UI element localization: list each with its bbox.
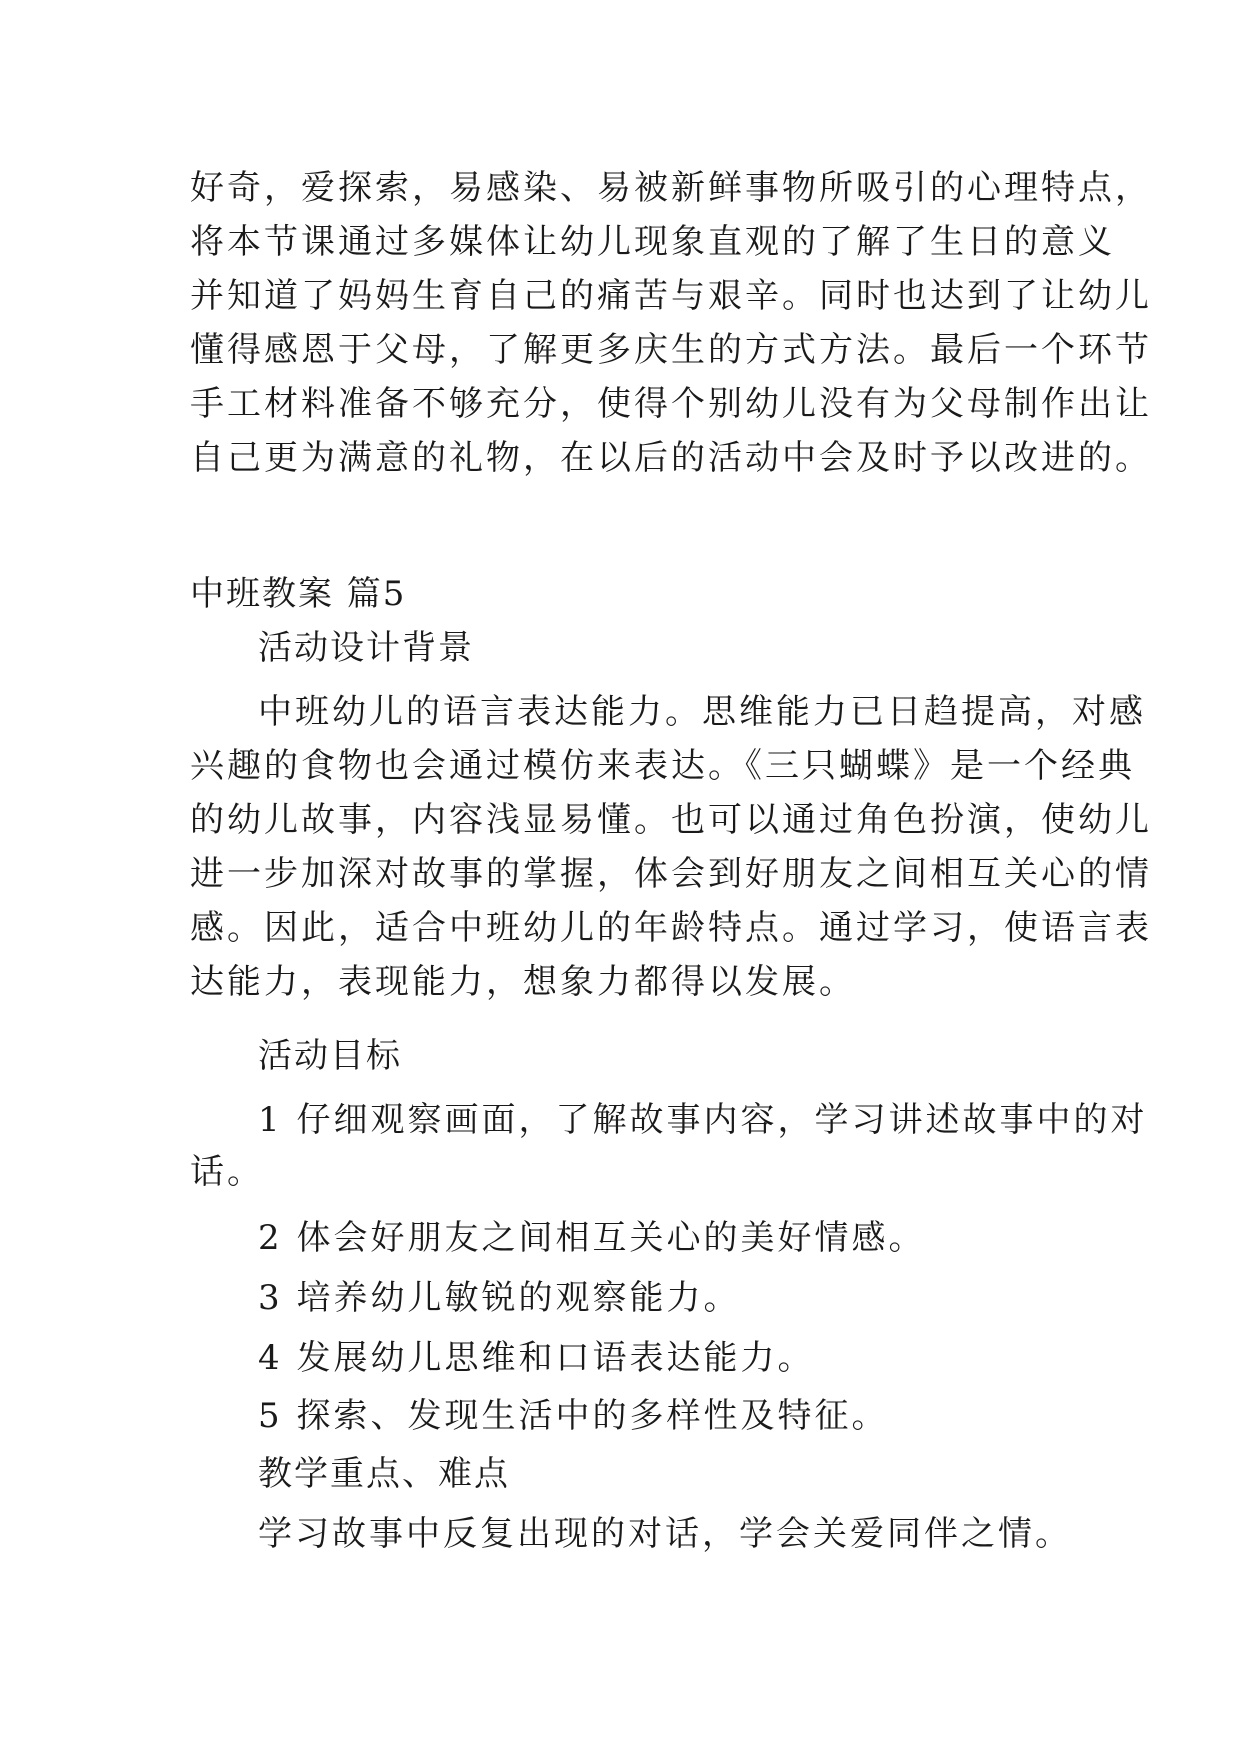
paragraph-line: 并知道了妈妈生育自己的痛苦与艰辛。同时也达到了让幼儿: [190, 276, 1152, 316]
section-title: 中班教案 篇5: [190, 574, 407, 614]
paragraph-line: 自己更为满意的礼物，在以后的活动中会及时予以改进的。: [190, 438, 1152, 478]
goal-item: 1 仔细观察画面，了解故事内容，学习讲述故事中的对: [258, 1100, 1148, 1140]
focus-heading: 教学重点、难点: [258, 1454, 510, 1494]
goal-item: 3 培养幼儿敏锐的观察能力。: [258, 1278, 741, 1318]
paragraph-line: 懂得感恩于父母，了解更多庆生的方式方法。最后一个环节: [190, 330, 1152, 370]
background-line: 进一步加深对故事的掌握，体会到好朋友之间相互关心的情: [190, 854, 1152, 894]
paragraph-line: 好奇，爱探索，易感染、易被新鲜事物所吸引的心理特点，: [190, 168, 1152, 208]
paragraph-line: 将本节课通过多媒体让幼儿现象直观的了解了生日的意义: [190, 222, 1115, 262]
focus-text: 学习故事中反复出现的对话，学会关爱同伴之情。: [258, 1514, 1072, 1554]
background-heading: 活动设计背景: [258, 628, 474, 668]
goal-item: 5 探索、发现生活中的多样性及特征。: [258, 1396, 889, 1436]
background-line: 中班幼儿的语言表达能力。思维能力已日趋提高，对感: [258, 692, 1146, 732]
background-line: 兴趣的食物也会通过模仿来表达。《三只蝴蝶》是一个经典: [190, 746, 1135, 786]
background-line: 感。因此，适合中班幼儿的年龄特点。通过学习，使语言表: [190, 908, 1152, 948]
goals-heading: 活动目标: [258, 1036, 402, 1076]
goal-item: 2 体会好朋友之间相互关心的美好情感。: [258, 1218, 926, 1258]
background-line: 的幼儿故事，内容浅显易懂。也可以通过角色扮演，使幼儿: [190, 800, 1152, 840]
background-line: 达能力，表现能力，想象力都得以发展。: [190, 962, 856, 1002]
goal-item-continuation: 话。: [190, 1152, 264, 1192]
goal-item: 4 发展幼儿思维和口语表达能力。: [258, 1338, 815, 1378]
paragraph-line: 手工材料准备不够充分，使得个别幼儿没有为父母制作出让: [190, 384, 1152, 424]
